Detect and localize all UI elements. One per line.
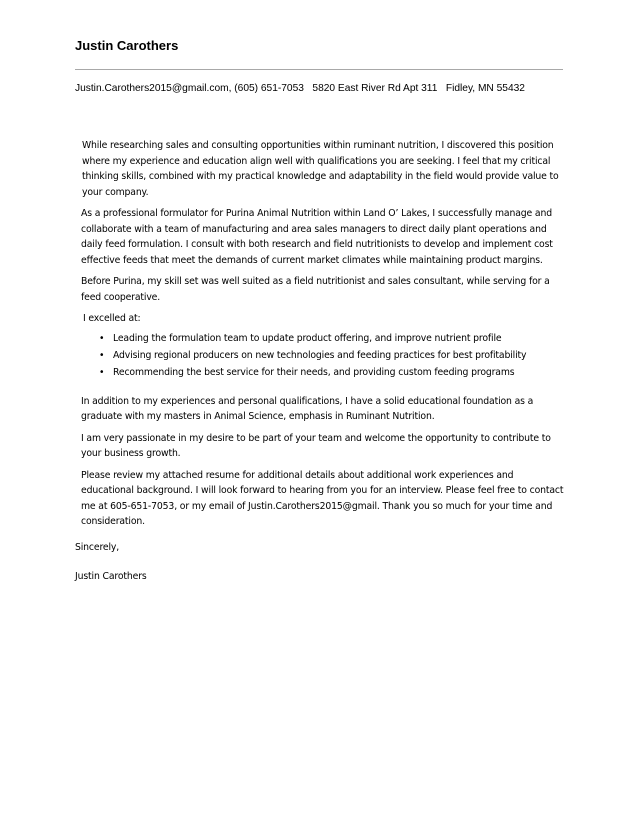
paragraph-resume: Please review my attached resume for additional details about additional work experiences and educational background. I will look forward to hearing from you for an interview. Please feel free to contact me at 605-651-7053, or my email of Justin.Carothers2015@gmail. Thank you so much for your time and consideration. — [81, 469, 564, 527]
closing-salutation: Sincerely, — [75, 542, 120, 553]
applicant-name: Justin Carothers — [75, 38, 179, 53]
contact-line: Justin.Carothers2015@gmail.com, (605) 651-7053 5820 East River Rd Apt 311 Fidley, MN 55432 — [75, 83, 525, 94]
excelled-intro: I excelled at: — [83, 313, 141, 324]
letter-body — [81, 138, 565, 536]
skills-list — [81, 331, 565, 380]
paragraph-intro: While researching sales and consulting opportunities within ruminant nutrition, I discovered this position where my experience and education align well with qualifications you are seeking. I feel that my critical thinking skills, combined with my practical knowledge and adaptability in the field would provide value to your company. — [82, 140, 559, 198]
list-item — [99, 365, 565, 380]
paragraph-before-purina: Before Purina, my skill set was well suited as a field nutritionist and sales consultant, while serving for a feed cooperative. — [81, 276, 550, 303]
list-item — [99, 331, 565, 346]
skill-text: Recommending the best service for their needs, and providing custom feeding programs — [113, 366, 515, 378]
skill-text: Leading the formulation team to update product offering, and improve nutrient profile — [113, 332, 502, 344]
signature-name: Justin Carothers — [75, 571, 147, 582]
paragraph-education: In addition to my experiences and personal qualifications, I have a solid educational foundation as a graduate with my masters in Animal Science, emphasis in Ruminant Nutrition. — [81, 395, 534, 422]
paragraph-passion: I am very passionate in my desire to be part of your team and welcome the opportunity to contribute to your business growth. — [81, 432, 551, 459]
skill-text: Advising regional producers on new technologies and feeding practices for best profitability — [113, 349, 527, 361]
bullet-icon: • — [99, 349, 105, 361]
bullet-icon: • — [99, 366, 105, 378]
bullet-icon: • — [99, 332, 105, 344]
paragraph-purina: As a professional formulator for Purina Animal Nutrition within Land O’ Lakes, I successfully manage and collaborate with a team of manufacturing and area sales managers to direct daily plant operations and daily feed formulation. I consult with both research and field nutritionists to develop and implement cost effective feeds that meet the demands of current market climates while maintaining product margins. — [81, 208, 553, 266]
header-divider — [75, 69, 563, 70]
list-item — [99, 348, 565, 363]
